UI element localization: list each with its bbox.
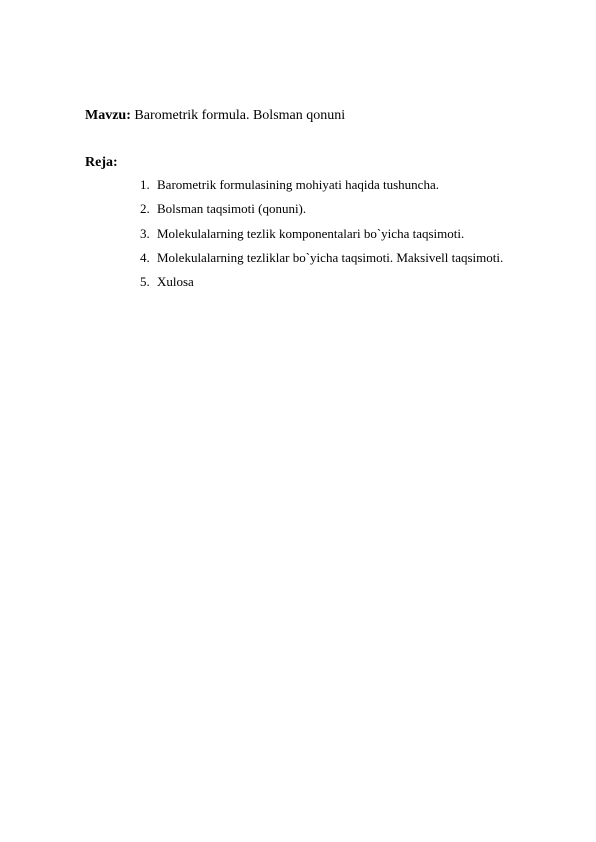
topic-line: [85, 107, 345, 125]
list-item-text: Molekulalarning tezlik komponentalari bo`yicha taqsimoti.: [157, 225, 465, 241]
list-item-number: 5.: [140, 274, 150, 290]
list-item-text: Bolsman taqsimoti (qonuni).: [157, 201, 307, 217]
plan-heading: Reja:: [85, 155, 118, 170]
list-item-number: 4.: [140, 249, 150, 265]
list-item-text: Barometrik formulasining mohiyati haqida tushuncha.: [157, 177, 439, 192]
list-item-number: 3.: [140, 225, 150, 241]
list-item-text: Xulosa: [157, 274, 194, 290]
topic-label: Mavzu:: [85, 108, 131, 123]
topic-title: Barometrik formula. Bolsman qonuni: [134, 108, 346, 123]
list-item-number: 2.: [140, 201, 150, 217]
list-item-text: Molekulalarning tezliklar bo`yicha taqsimoti. Maksivell taqsimoti.: [157, 249, 504, 265]
list-item-number: 1.: [140, 177, 150, 192]
